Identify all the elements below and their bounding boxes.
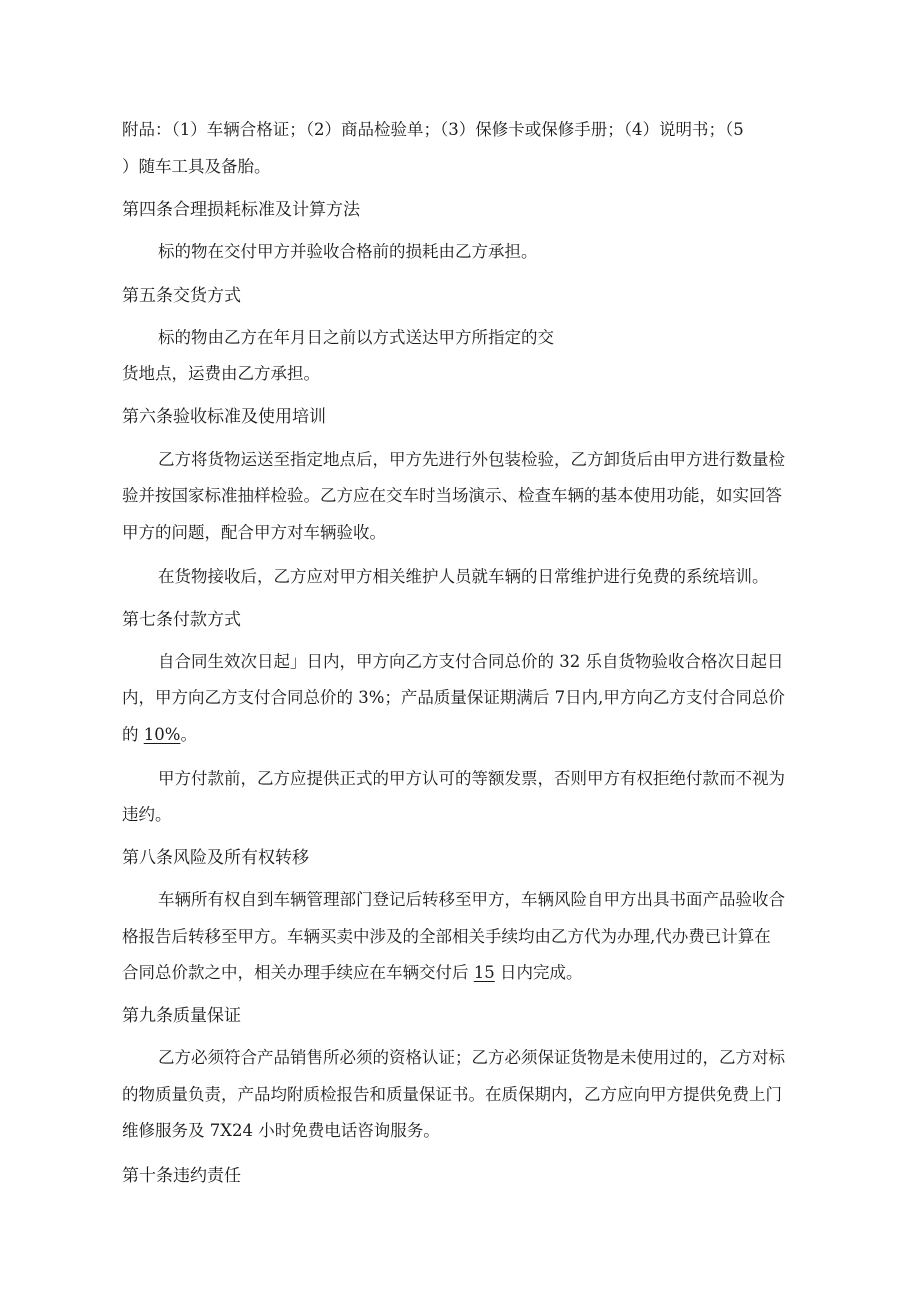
- accessories-line-2: ）随车工具及备胎。: [122, 157, 271, 176]
- article-7-line-2: 内，甲方向乙方支付合同总价的 3%；产品质量保证期满后 7日内,甲方向乙方支付合同总价: [122, 688, 785, 707]
- article-8-line-2: 格报告后转移至甲方。车辆买卖中涉及的全部相关手续均由乙方代为办理,代办费已计算在: [122, 927, 771, 946]
- article-8-title: 第八条风险及所有权转移: [122, 848, 309, 868]
- article-8-line-3-prefix: 合同总价款之中，相关办理手续应在车辆交付后: [122, 963, 474, 982]
- article-9-line-1: 乙方必须符合产品销售所必须的资格认证；乙方必须保证货物是未使用过的，乙方对标: [158, 1048, 785, 1067]
- article-7-paragraph-2-line-1: 甲方付款前，乙方应提供正式的甲方认可的等额发票，否则甲方有权拒绝付款而不视为: [158, 769, 785, 788]
- article-6-title: 第六条验收标准及使用培训: [122, 407, 326, 427]
- article-10-title: 第十条违约责任: [122, 1166, 241, 1186]
- article-4-title: 第四条合理损耗标准及计算方法: [122, 200, 360, 220]
- article-7-paragraph-2-line-2: 违约。: [122, 805, 172, 824]
- article-5-line-2: 货地点，运费由乙方承担。: [122, 364, 320, 383]
- article-4-paragraph: 标的物在交付甲方并验收合格前的损耗由乙方承担。: [158, 242, 538, 261]
- article-7-line-3-prefix: 的: [122, 725, 144, 744]
- article-8-underlined-days: 15: [473, 963, 495, 982]
- article-5-title: 第五条交货方式: [122, 286, 241, 306]
- article-8-line-3-suffix: 日内完成。: [494, 963, 583, 982]
- article-7-line-3-suffix: 。: [180, 725, 197, 744]
- article-9-title: 第九条质量保证: [122, 1006, 241, 1026]
- article-7-title: 第七条付款方式: [122, 610, 241, 630]
- article-7-line-3: [122, 723, 197, 747]
- accessories-line-1: 附品：（1）车辆合格证；（2）商品检验单；（3）保修卡或保修手册；（4）说明书；（5: [122, 120, 744, 139]
- article-7-line-1: 自合同生效次日起」日内，甲方向乙方支付合同总价的 32 乐自货物验收合格次日起日: [158, 652, 784, 671]
- article-8-line-1: 车辆所有权自到车辆管理部门登记后转移至甲方，车辆风险自甲方出具书面产品验收合: [158, 890, 785, 909]
- article-8-line-3: [122, 961, 583, 985]
- article-9-line-3: 维修服务及 7X24 小时免费电话咨询服务。: [122, 1121, 440, 1140]
- article-6-line-2: 验并按国家标准抽样检验。乙方应在交车时当场演示、检查车辆的基本使用功能，如实回答: [122, 486, 782, 505]
- article-7-underlined-percent: 10%: [143, 725, 181, 744]
- article-5-line-1: 标的物由乙方在年月日之前以方式送达甲方所指定的交: [158, 328, 554, 347]
- article-9-line-2: 的物质量负责，产品均附质检报告和质量保证书。在质保期内，乙方应向甲方提供免费上门: [122, 1085, 782, 1104]
- article-6-line-3: 甲方的问题，配合甲方对车辆验收。: [122, 523, 386, 542]
- article-6-line-1: 乙方将货物运送至指定地点后，甲方先进行外包装检验，乙方卸货后由甲方进行数量检: [158, 450, 785, 469]
- article-6-paragraph-2: 在货物接收后，乙方应对甲方相关维护人员就车辆的日常维护进行免费的系统培训。: [158, 567, 769, 586]
